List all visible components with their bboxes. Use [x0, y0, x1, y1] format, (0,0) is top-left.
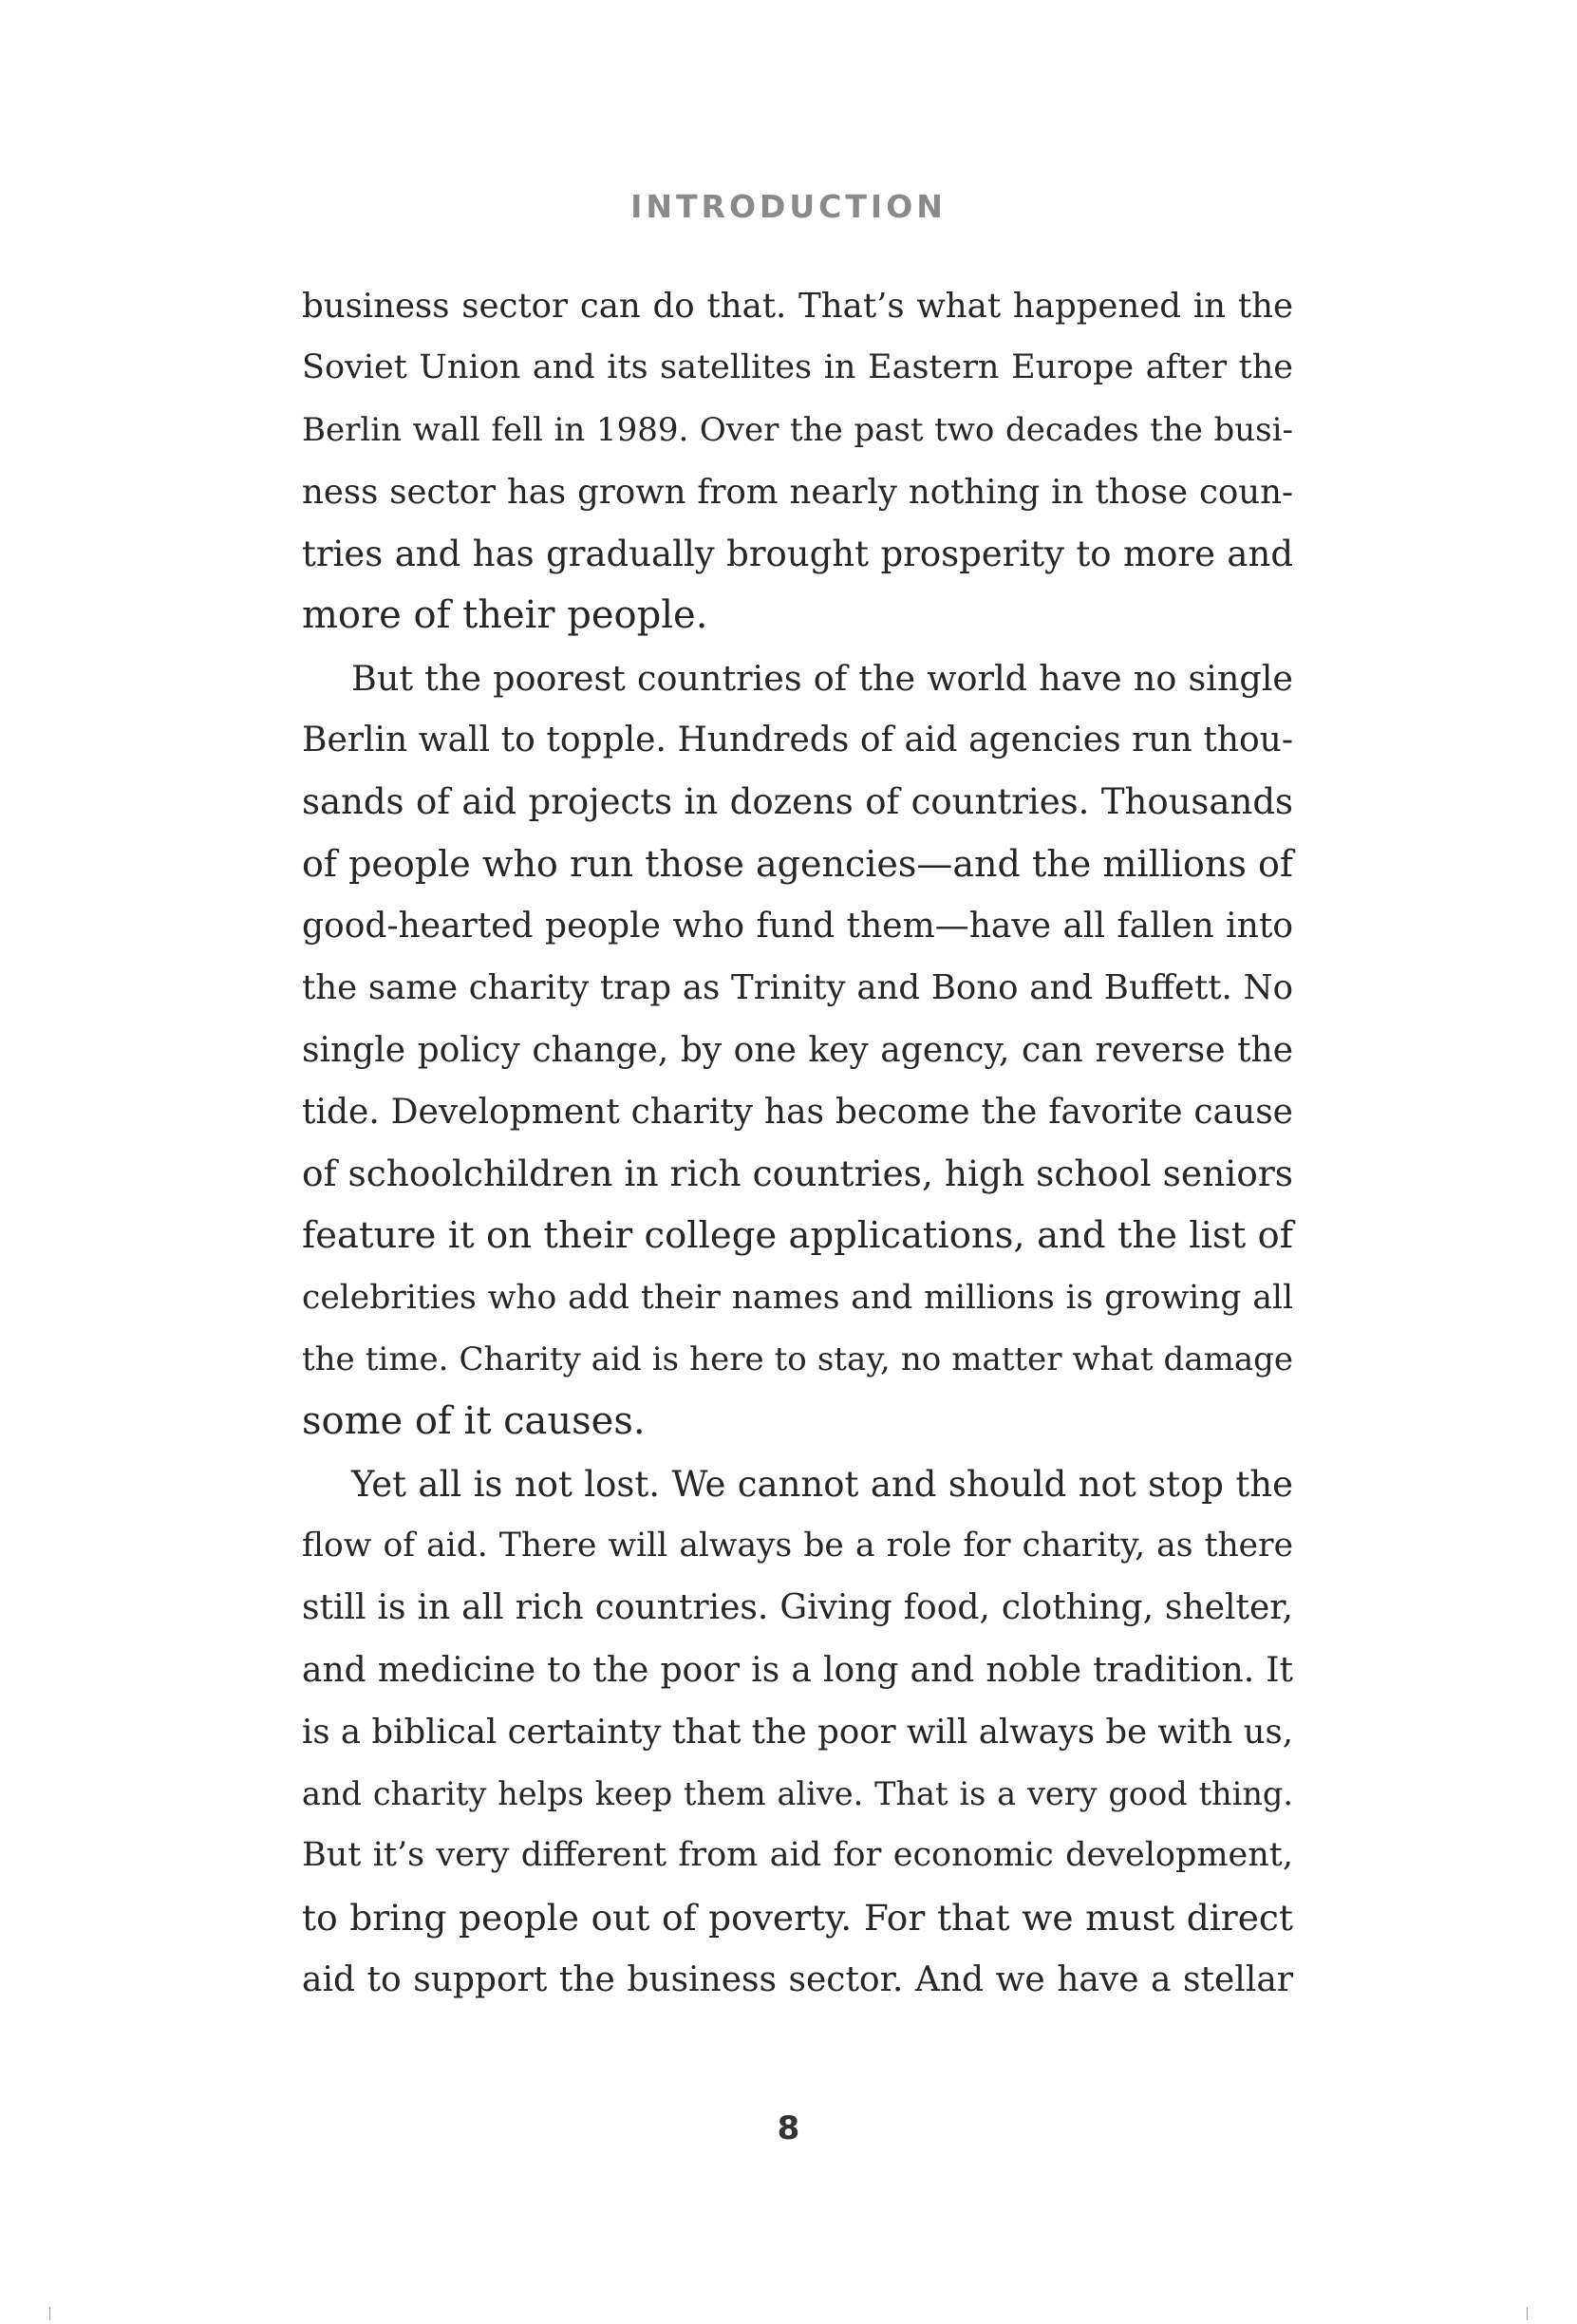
text-line: and charity helps keep them alive. That is a very good thing.	[302, 1775, 1293, 1813]
text-line: and medicine to the poor is a long and noble tradition. It	[302, 1650, 1293, 1690]
text-line: more of their people.	[302, 593, 708, 638]
text-line: Yet all is not lost. We cannot and should not stop the	[351, 1463, 1293, 1505]
text-line: aid to support the business sector. And we have a stellar	[302, 1960, 1293, 2000]
text-line: of people who run those agencies—and the millions of	[302, 842, 1293, 885]
text-line: the time. Charity aid is here to stay, no matter what damage	[302, 1340, 1293, 1379]
text-line: tide. Development charity has become the favorite cause	[302, 1092, 1293, 1132]
text-line: of schoolchildren in rich countries, high school seniors	[302, 1153, 1293, 1195]
text-line: the same charity trap as Trinity and Bono and Buffett. No	[302, 968, 1293, 1008]
text-line: single policy change, by one key agency, can reverse the	[302, 1030, 1293, 1070]
paragraph-1	[302, 275, 1293, 647]
text-line: Berlin wall fell in 1989. Over the past two decades the busi-	[302, 410, 1293, 449]
text-line: Soviet Union and its satellites in Eastern Europe after the	[302, 348, 1293, 387]
paragraph-3	[302, 1453, 1293, 2012]
text-line: celebrities who add their names and millions is growing all	[302, 1278, 1293, 1317]
crop-mark-left	[49, 2307, 50, 2320]
text-line: sands of aid projects in dozens of countries. Thousands	[302, 781, 1293, 823]
body-text	[302, 275, 1293, 2011]
text-line: flow of aid. There will always be a role for charity, as there	[302, 1526, 1293, 1565]
crop-mark-right	[1527, 2307, 1528, 2320]
paragraph-2	[302, 647, 1293, 1453]
text-line: feature it on their college applications, and the list of	[302, 1214, 1293, 1258]
text-line: ness sector has grown from nearly nothing in those coun-	[302, 472, 1293, 512]
text-line: But it’s very different from aid for economic development,	[302, 1836, 1293, 1875]
text-line: tries and has gradually brought prosperity to more and	[302, 534, 1293, 575]
text-line: good-hearted people who fund them—have all fallen into	[302, 906, 1293, 946]
text-line: business sector can do that. That’s what happened in the	[302, 287, 1293, 326]
text-line: to bring people out of poverty. For that we must direct	[302, 1896, 1293, 1939]
text-line: is a biblical certainty that the poor will always be with us,	[302, 1712, 1293, 1752]
text-line: But the poorest countries of the world have no single	[351, 657, 1293, 699]
text-line: Berlin wall to topple. Hundreds of aid agencies run thou-	[302, 721, 1293, 760]
text-line: some of it causes.	[302, 1399, 646, 1444]
running-head: INTRODUCTION	[630, 188, 947, 225]
text-line: still is in all rich countries. Giving food, clothing, shelter,	[302, 1588, 1293, 1628]
page-number: 8	[777, 2109, 800, 2147]
